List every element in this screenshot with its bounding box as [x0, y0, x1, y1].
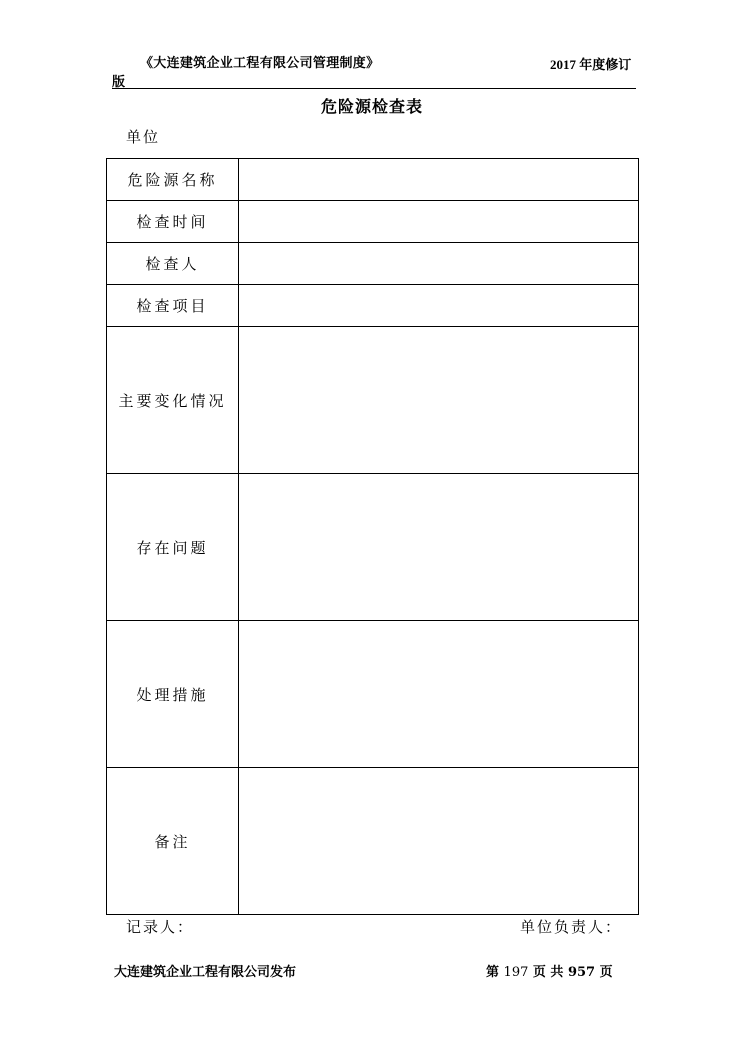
inspection-items-label: 检查项目: [107, 285, 239, 327]
measures-label: 处理措施: [107, 621, 239, 768]
hazard-name-field[interactable]: [239, 159, 639, 201]
unit-manager-signature-label: 单位负责人：: [520, 918, 623, 936]
footer-publisher: 大连建筑企业工程有限公司发布: [114, 965, 297, 980]
inspection-time-field[interactable]: [239, 201, 639, 243]
table-row: [107, 474, 639, 621]
inspection-items-field[interactable]: [239, 285, 639, 327]
table-row: [107, 159, 639, 201]
remarks-label: 备注: [107, 768, 239, 915]
total-pages: 957: [567, 965, 596, 980]
inspector-label: 检查人: [107, 243, 239, 285]
hazard-inspection-table: [106, 158, 639, 915]
table-row: [107, 621, 639, 768]
main-changes-label: 主要变化情况: [107, 327, 239, 474]
measures-field[interactable]: [239, 621, 639, 768]
page-number: 197: [503, 965, 529, 980]
page-suffix: 页: [599, 965, 613, 980]
table-row: [107, 285, 639, 327]
table-row: [107, 768, 639, 915]
existing-problems-label: 存在问题: [107, 474, 239, 621]
table-row: [107, 201, 639, 243]
page-prefix: 第: [486, 965, 500, 980]
table-row: [107, 243, 639, 285]
existing-problems-field[interactable]: [239, 474, 639, 621]
header-document-name: 《大连建筑企业工程有限公司管理制度》: [140, 56, 380, 71]
recorder-signature-label: 记录人：: [126, 918, 195, 936]
remarks-field[interactable]: [239, 768, 639, 915]
hazard-name-label: 危险源名称: [107, 159, 239, 201]
main-changes-field[interactable]: [239, 327, 639, 474]
inspector-field[interactable]: [239, 243, 639, 285]
header-edition: 2017 年度修订: [550, 57, 632, 72]
footer-page-info: [486, 961, 613, 980]
page-mid: 页 共: [532, 965, 564, 980]
unit-label: 单位: [126, 128, 161, 146]
inspection-time-label: 检查时间: [107, 201, 239, 243]
header-edition-wrap: 版: [112, 75, 126, 90]
header-rule: [112, 88, 636, 89]
page-title: 危险源检查表: [320, 97, 423, 116]
table-row: [107, 327, 639, 474]
